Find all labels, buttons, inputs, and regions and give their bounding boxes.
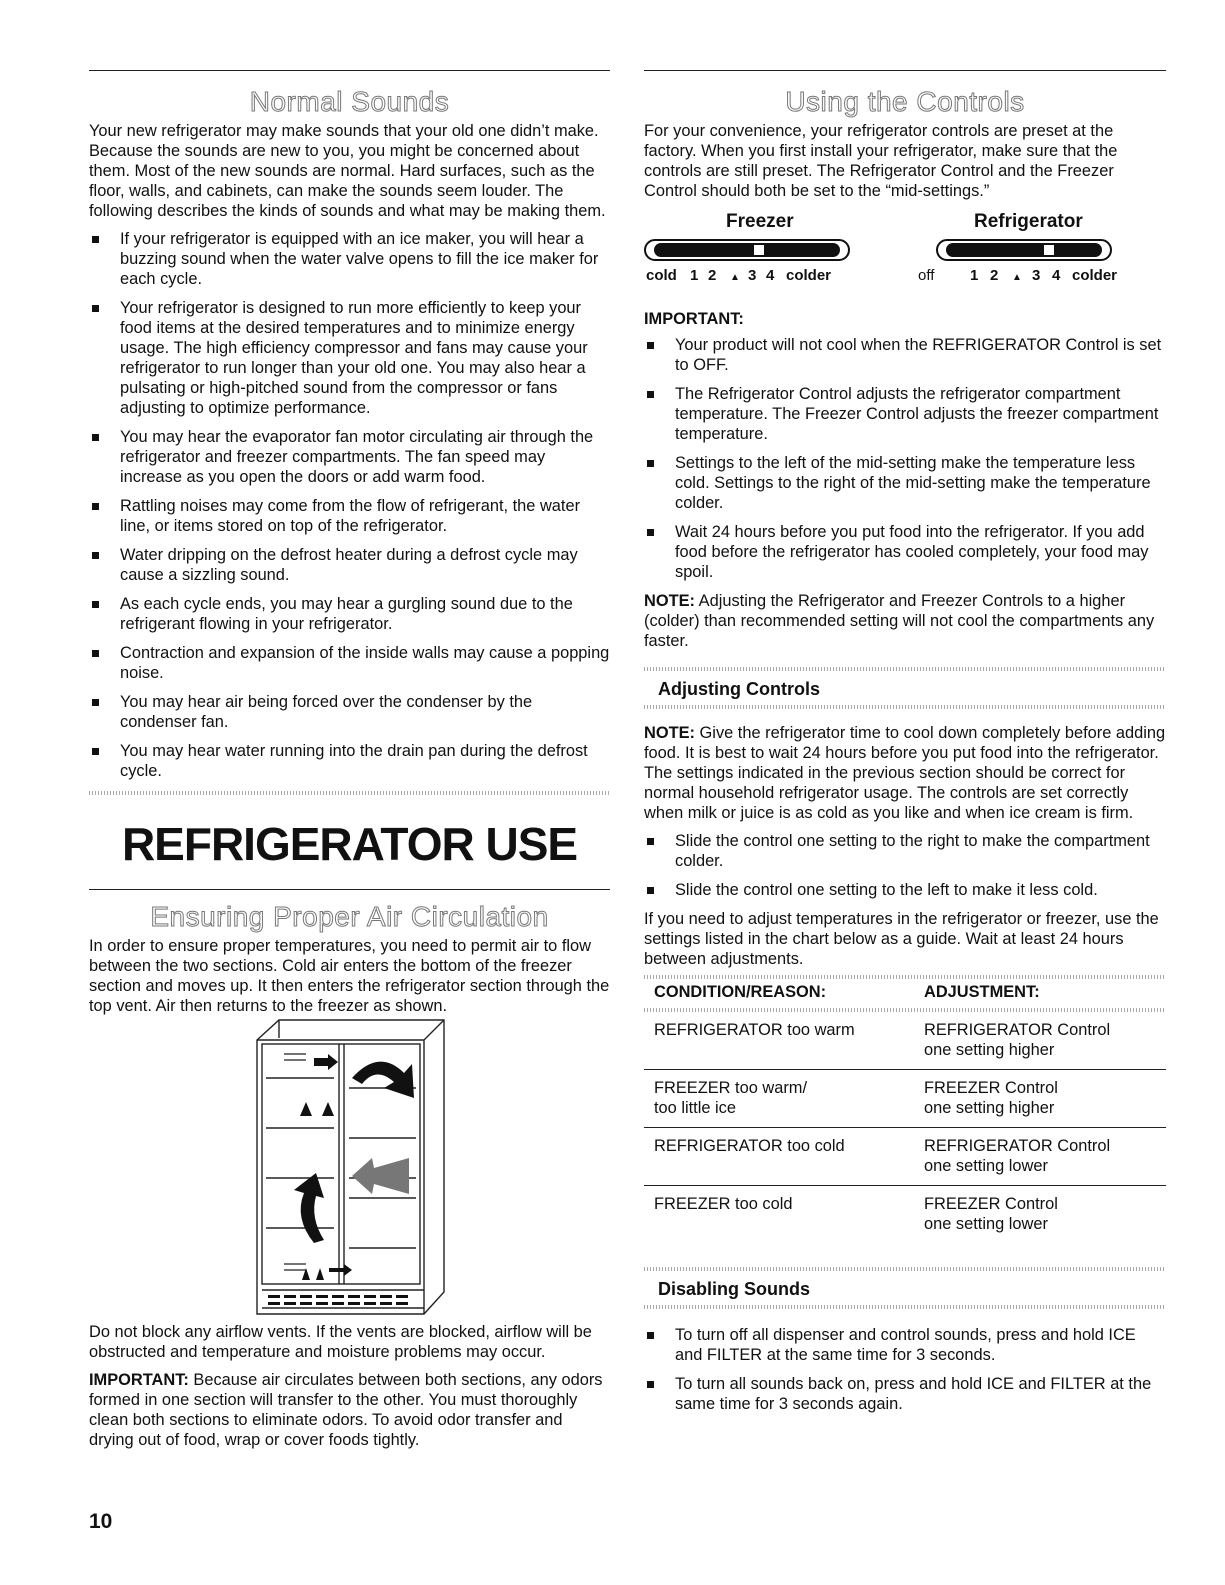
hatch-divider: [644, 667, 1166, 671]
list-item: Slide the control one setting to the left to make it less cold.: [644, 880, 1166, 900]
list-item: Your refrigerator is designed to run more efficiently to keep your food items at the desired temperatures and to minimize energy usage. The high efficiency compressor and fans may cause your refrigerator to run longer than your old one. You may also hear a pulsating or high-pitched sound from the compressor or fans adjusting to optimize performance.: [89, 298, 610, 418]
adjustment-cell: REFRIGERATOR Control one setting higher: [914, 1012, 1166, 1070]
adjustment-table: [644, 979, 1166, 1243]
adjustment-cell: REFRIGERATOR Control one setting lower: [914, 1128, 1166, 1186]
controls-important-label: IMPORTANT:: [644, 310, 744, 328]
list-item: Contraction and expansion of the inside walls may cause a popping noise.: [89, 643, 610, 683]
list-item: If your refrigerator is equipped with an ice maker, you will hear a buzzing sound when the water valve opens to fill the ice maker for each cycle.: [89, 229, 610, 289]
right-column: [644, 70, 1166, 1423]
chapter-title: REFRIGERATOR USE: [121, 818, 578, 870]
hatch-divider: [644, 1267, 1166, 1271]
table-row: [644, 1012, 1166, 1070]
condition-cell: REFRIGERATOR too warm: [644, 1012, 914, 1070]
list-item: Slide the control one setting to the right to make the compartment colder.: [644, 831, 1166, 871]
freezer-slider-knob: [754, 245, 764, 255]
note-text: Adjusting the Refrigerator and Freezer Controls to a higher (colder) than recommended setting will not cool the compartments any faster.: [644, 592, 1155, 650]
table-row: [644, 1070, 1166, 1128]
condition-cell: FREEZER too warm/ too little ice: [644, 1070, 914, 1128]
list-item: You may hear the evaporator fan motor circulating air through the refrigerator and freezer compartments. The fan speed may increase as you open the doors or add warm food.: [89, 427, 610, 487]
important-label: IMPORTANT:: [89, 1371, 189, 1389]
airflow-diagram: [254, 1018, 454, 1318]
adjusting-controls-title: Adjusting Controls: [658, 679, 820, 699]
note-text: Give the refrigerator time to cool down completely before adding food. It is best to wait 24 hours before you put food into the refrigerator. The settings indicated in the previous section should be correct for normal household refrigerator usage. The controls are set correctly when milk or juice is as cold as you like and when ice cream is firm.: [644, 724, 1166, 822]
section-rule: [644, 70, 1166, 71]
refrigerator-slider-knob: [1044, 245, 1054, 255]
list-item: To turn off all dispenser and control sounds, press and hold ICE and FILTER at the same time for 3 seconds.: [644, 1325, 1166, 1365]
table-header-row: [644, 979, 1166, 1008]
note-label: NOTE:: [644, 724, 695, 742]
air-circulation-intro: In order to ensure proper temperatures, you need to permit air to flow between the two sections. Cold air enters the bottom of the freezer section and moves up. It then enters the refrigerator section through the top vent. Air then returns to the freezer as shown.: [89, 937, 610, 1015]
air-circulation-title: Ensuring Proper Air Circulation: [150, 901, 549, 932]
list-item: As each cycle ends, you may hear a gurgling sound due to the refrigerant flowing in your refrigerator.: [89, 594, 610, 634]
disabling-sounds-list: [644, 1325, 1166, 1414]
list-item: Your product will not cool when the REFRIGERATOR Control is set to OFF.: [644, 335, 1166, 375]
table-row: [644, 1186, 1166, 1244]
control-sliders-figure: [644, 211, 1166, 307]
list-item: You may hear water running into the drain pan during the defrost cycle.: [89, 741, 610, 781]
controls-note: [644, 591, 1166, 651]
adjustment-cell: FREEZER Control one setting higher: [914, 1070, 1166, 1128]
table-header-condition: CONDITION/REASON:: [654, 983, 827, 1001]
freezer-control-label: Freezer: [726, 211, 794, 232]
list-item: Wait 24 hours before you put food into the refrigerator. If you add food before the refrigerator has cooled completely, your food may spoil.: [644, 522, 1166, 582]
adjusting-list: [644, 831, 1166, 900]
table-row: [644, 1128, 1166, 1186]
condition-cell: FREEZER too cold: [654, 1195, 793, 1213]
list-item: Rattling noises may come from the flow of refrigerant, the water line, or items stored on top of the refrigerator.: [89, 496, 610, 536]
normal-sounds-title: Normal Sounds: [249, 86, 450, 117]
air-circulation-important: [89, 1370, 610, 1450]
important-text: Because air circulates between both sections, any odors formed in one section will transfer to the other. You must thoroughly clean both sections to eliminate odors. To avoid odor transfer and drying out of food, wrap or cover foods tightly.: [89, 1371, 603, 1449]
normal-sounds-list: [89, 229, 610, 781]
hatch-divider: [644, 1305, 1166, 1309]
refrigerator-scale: off 1 2 ▲ 3 4 colder: [918, 267, 1118, 284]
adjusting-after: If you need to adjust temperatures in the refrigerator or freezer, use the settings listed in the chart below as a guide. Wait at least 24 hours between adjustments.: [644, 910, 1159, 968]
adjusting-note: [644, 723, 1166, 823]
left-column: [89, 70, 610, 1450]
freezer-scale: cold 1 2 ▲ 3 4 colder: [646, 267, 832, 284]
list-item: To turn all sounds back on, press and hold ICE and FILTER at the same time for 3 seconds again.: [644, 1374, 1166, 1414]
hatch-divider: [89, 791, 610, 795]
disabling-sounds-title: Disabling Sounds: [658, 1279, 811, 1299]
list-item: Settings to the left of the mid-setting make the temperature less cold. Settings to the right of the mid-setting make the temperature colder.: [644, 453, 1166, 513]
controls-important-list: [644, 335, 1166, 582]
normal-sounds-intro: Your new refrigerator may make sounds that your old one didn’t make. Because the sounds are new to you, you might be concerned about them. Most of the new sounds are normal. Hard surfaces, such as the floor, walls, and cabinets, can make the sounds seem louder. The following describes the kinds of sounds and what may be making them.: [89, 122, 606, 220]
table-header-adjustment: ADJUSTMENT:: [924, 983, 1040, 1001]
list-item: Water dripping on the defrost heater during a defrost cycle may cause a sizzling sound.: [89, 545, 610, 585]
list-item: You may hear air being forced over the condenser by the condenser fan.: [89, 692, 610, 732]
using-controls-title: Using the Controls: [785, 86, 1025, 117]
using-controls-intro: For your convenience, your refrigerator controls are preset at the factory. When you first install your refrigerator, make sure that the controls are still preset. The Refrigerator Control and the Freezer Control should both be set to the “mid-settings.”: [644, 122, 1118, 200]
refrigerator-slider: [936, 239, 1112, 261]
note-label: NOTE:: [644, 592, 695, 610]
adjustment-cell: FREEZER Control one setting lower: [924, 1195, 1058, 1233]
refrigerator-control-label: Refrigerator: [974, 211, 1083, 232]
section-rule: [89, 889, 610, 890]
air-circulation-after: Do not block any airflow vents. If the vents are blocked, airflow will be obstructed and temperature and moisture problems may occur.: [89, 1323, 592, 1361]
freezer-slider: [644, 239, 850, 261]
hatch-divider: [644, 705, 1166, 709]
list-item: The Refrigerator Control adjusts the refrigerator compartment temperature. The Freezer Control adjusts the freezer compartment temperature.: [644, 384, 1166, 444]
condition-cell: REFRIGERATOR too cold: [644, 1128, 914, 1186]
section-rule: [89, 70, 610, 71]
page-number: 10: [89, 1510, 113, 1533]
